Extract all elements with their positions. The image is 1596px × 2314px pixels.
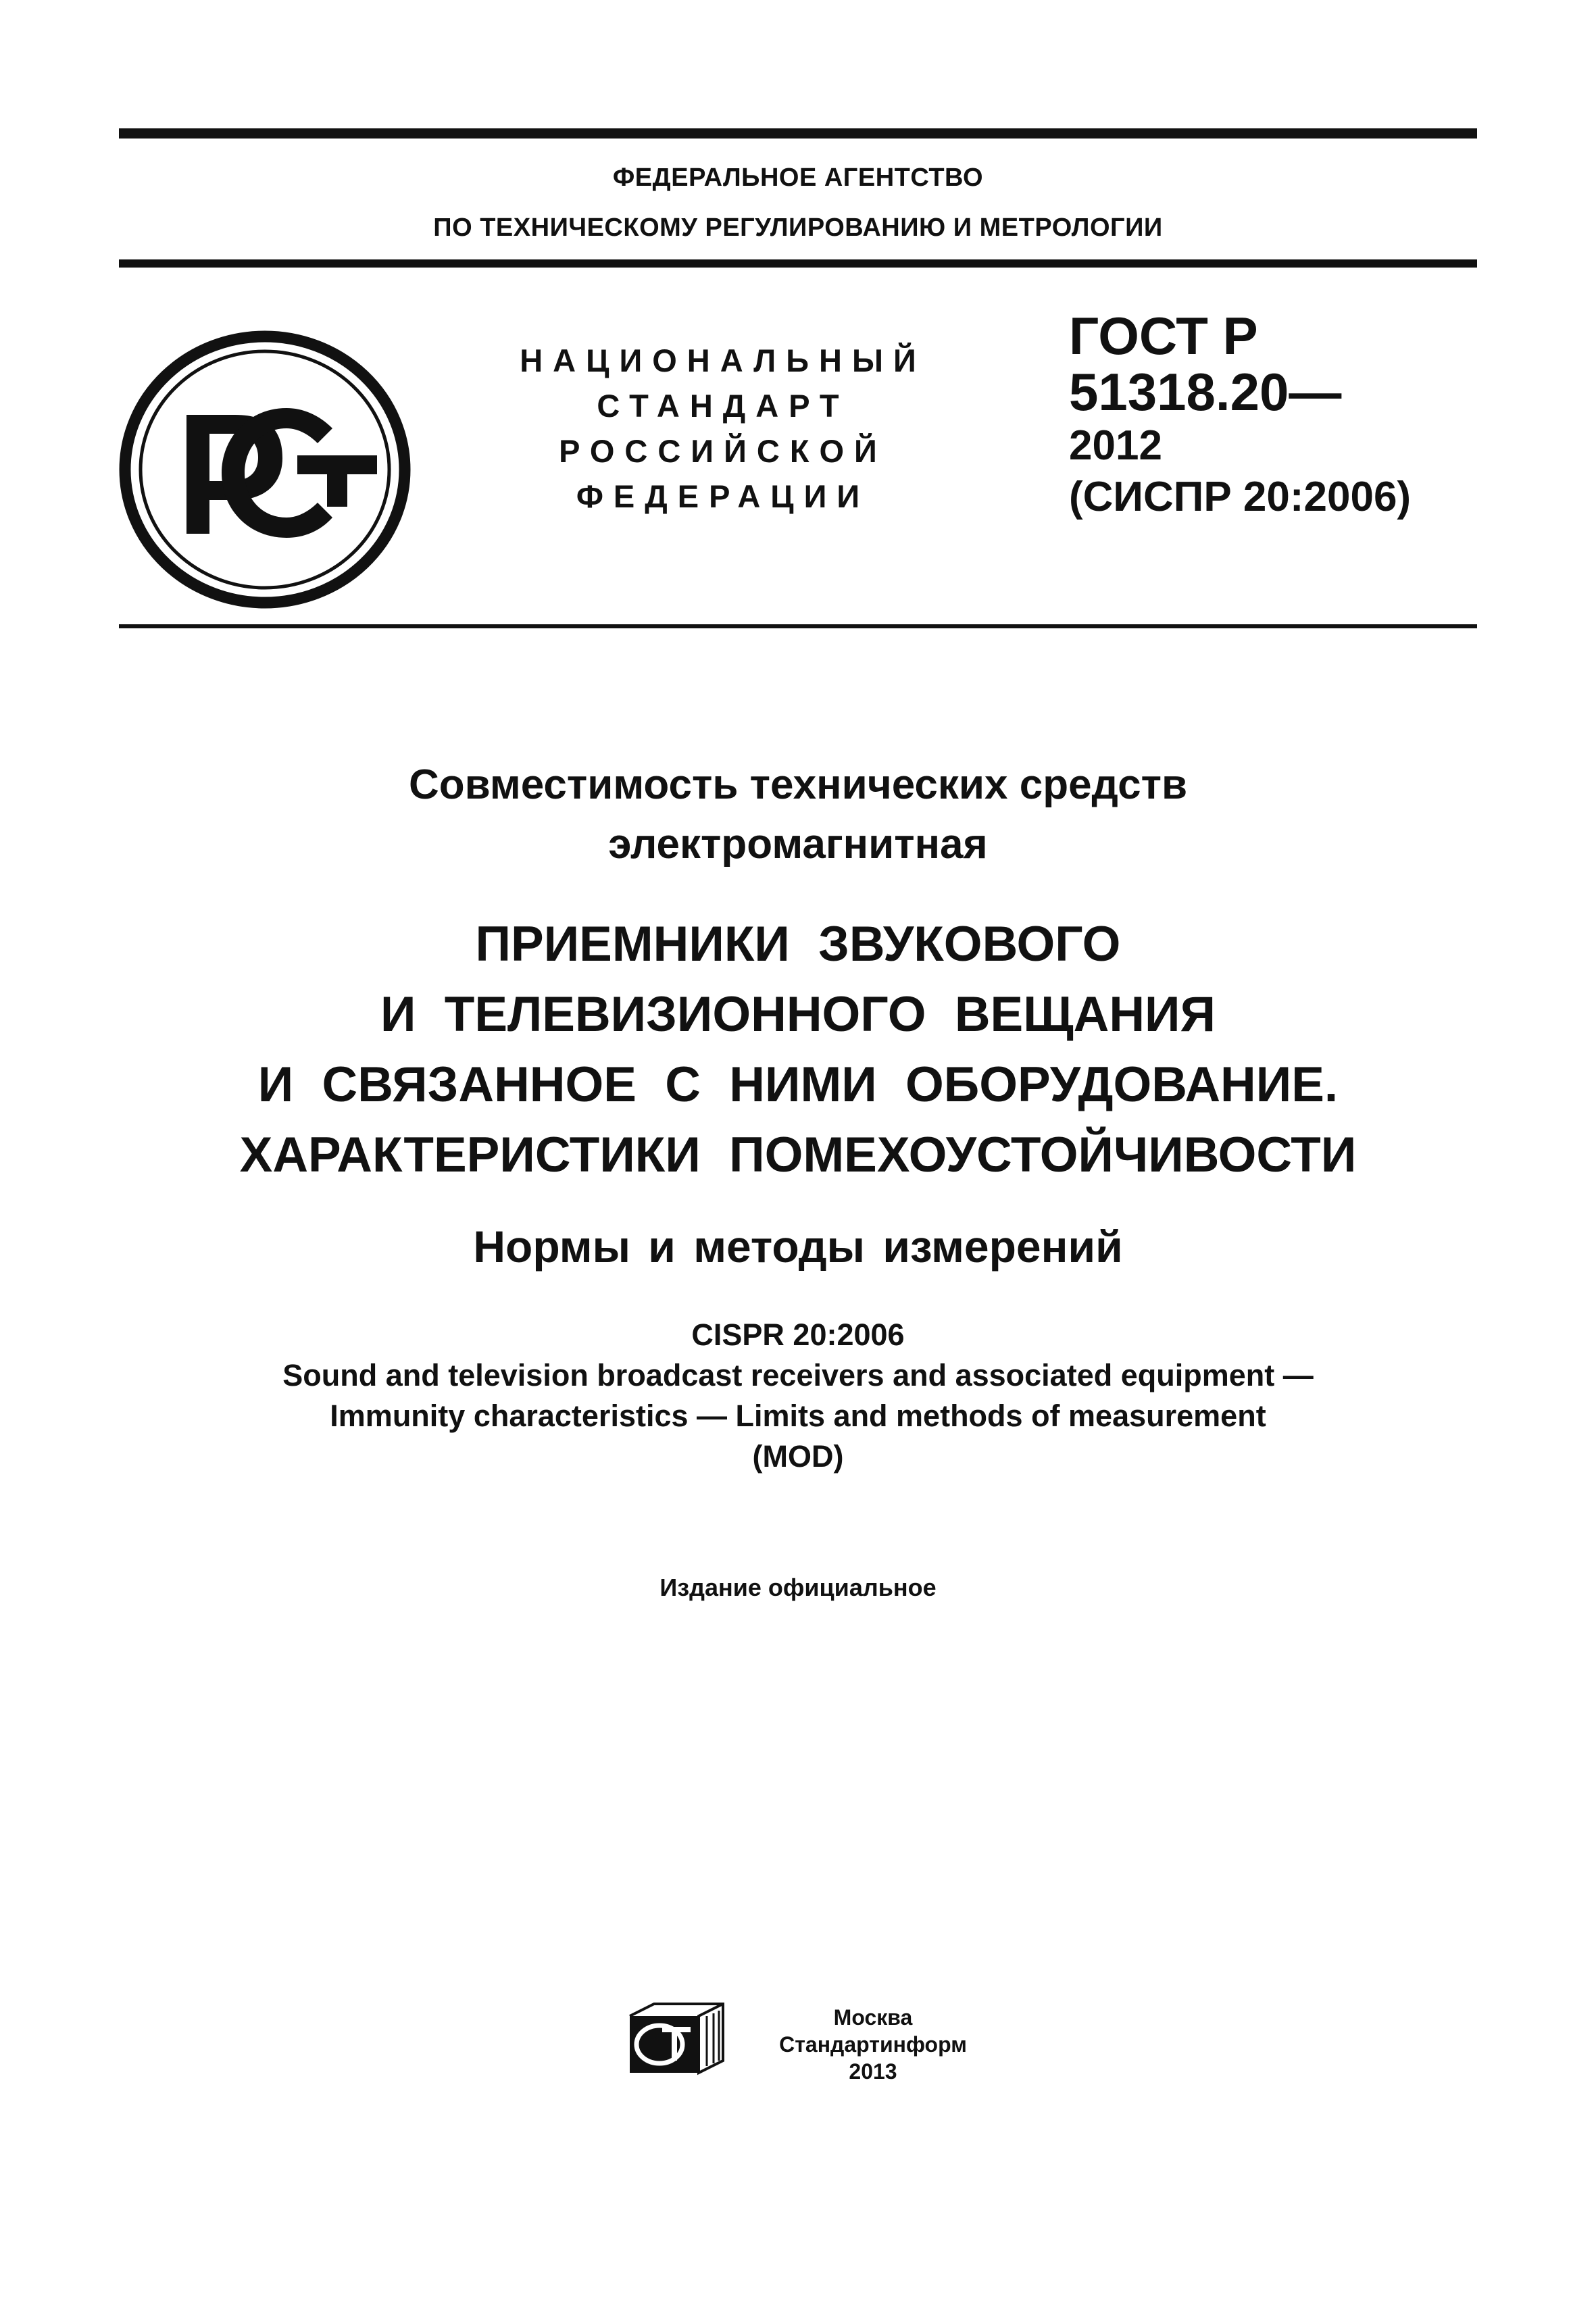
publisher-city: Москва <box>833 2005 913 2030</box>
rst-logo-icon <box>116 328 414 611</box>
edition-text: Издание официальное <box>659 1574 937 1601</box>
subject-title <box>119 755 1477 874</box>
reference-line-1: CISPR 20:2006 <box>691 1317 905 1352</box>
main-title-line-3: И СВЯЗАННОЕ С НИМИ ОБОРУДОВАНИЕ. <box>257 1057 1339 1112</box>
agency-line-2: ПО ТЕХНИЧЕСКОМУ РЕГУЛИРОВАНИЮ И МЕТРОЛОГИИ <box>433 213 1163 242</box>
national-standard-line-2: СТАНДАРТ <box>597 388 849 424</box>
national-standard-line-1: НАЦИОНАЛЬНЫЙ <box>520 343 926 378</box>
main-title <box>119 909 1477 1190</box>
top-rule <box>119 128 1477 139</box>
national-standard-line-4: ФЕДЕРАЦИИ <box>576 478 870 514</box>
reference-line-2: Sound and television broadcast receivers and associated equipment — <box>282 1358 1314 1392</box>
designation-line-4: (СИСПР 20:2006) <box>1069 474 1412 521</box>
designation-line-1: ГОСТ Р <box>1069 306 1258 366</box>
standartinform-logo-icon <box>628 2003 724 2076</box>
sub-title-text: Нормы и методы измерений <box>473 1222 1123 1272</box>
reference-line-4: (MOD) <box>752 1439 844 1474</box>
publisher-year: 2013 <box>849 2059 897 2084</box>
edition-note <box>119 1571 1477 1605</box>
national-standard-line-3: РОССИЙСКОЙ <box>559 433 887 469</box>
designation-line-3: 2012 <box>1069 422 1162 470</box>
publisher-name: Стандартинформ <box>779 2032 967 2057</box>
subject-title-line-2: электромагнитная <box>608 821 988 867</box>
header-bottom-rule <box>119 259 1477 268</box>
title-block-rule <box>119 624 1477 628</box>
main-title-line-1: ПРИЕМНИКИ ЗВУКОВОГО <box>475 917 1121 972</box>
international-reference <box>119 1315 1477 1477</box>
sub-title <box>119 1216 1477 1277</box>
subject-title-line-1: Совместимость технических средств <box>408 761 1188 808</box>
standard-designation <box>1069 308 1411 520</box>
designation-line-2: 51318.20— <box>1069 361 1342 422</box>
publisher-info <box>738 2004 1008 2085</box>
agency-header <box>119 153 1477 253</box>
agency-line-1: ФЕДЕРАЛЬНОЕ АГЕНТСТВО <box>612 164 984 192</box>
main-title-line-4: ХАРАКТЕРИСТИКИ ПОМЕХОУСТОЙЧИВОСТИ <box>239 1128 1357 1182</box>
national-standard-label <box>500 338 946 519</box>
reference-line-3: Immunity characteristics — Limits and methods of measurement <box>330 1399 1266 1433</box>
main-title-line-2: И ТЕЛЕВИЗИОННОГО ВЕЩАНИЯ <box>380 987 1216 1042</box>
